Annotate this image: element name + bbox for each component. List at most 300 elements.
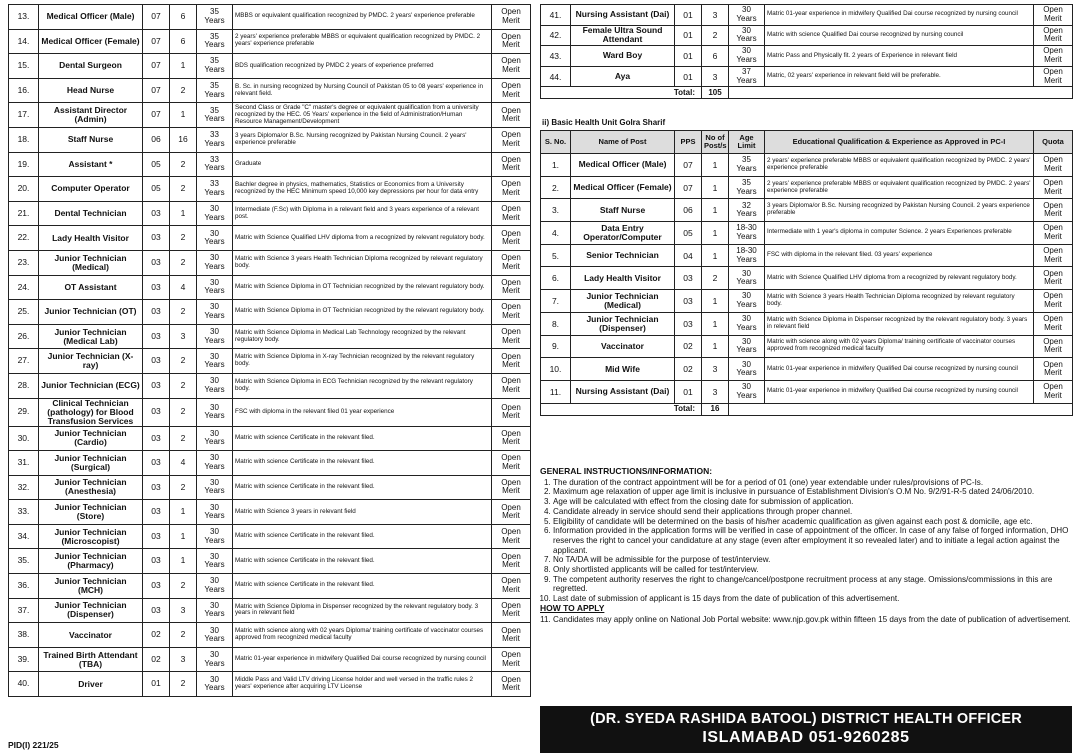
pps-grade-cell: 03 [143,349,170,374]
age-limit-cell: 35 Years [197,103,233,128]
serial-number-cell: 22. [9,226,39,251]
post-count-cell: 6 [170,5,197,30]
quota-cell: Open Merit [1034,5,1073,26]
officer-name: (DR. SYEDA RASHIDA BATOOL) DISTRICT HEALTH OFFICER [590,711,1022,727]
quota-cell: Open Merit [492,78,531,103]
serial-number-cell: 26. [9,324,39,349]
instruction-item: 7. No TA/DA will be admissible for the purpose of test/interview. [553,555,1072,565]
bhu-table-body [541,154,1073,404]
bhu-section-heading: ii) Basic Health Unit Golra Sharif [542,118,666,127]
quota-cell: Open Merit [492,647,531,672]
post-name-cell: Junior Technician (Medical) [571,290,675,313]
post-count-cell: 2 [170,152,197,177]
pps-grade-cell: 04 [675,244,702,267]
age-limit-cell: 30 Years [197,426,233,451]
pps-grade-cell: 05 [143,152,170,177]
table-row [9,152,531,177]
quota-cell: Open Merit [1034,380,1073,403]
quota-cell: Open Merit [492,672,531,697]
pps-grade-cell: 07 [675,176,702,199]
age-limit-cell: 30 Years [197,647,233,672]
qualification-cell: FSC with diploma in the relevant filed. 03 years' experience [765,244,1034,267]
total-label: Total: [541,87,702,99]
age-limit-cell: 33 Years [197,177,233,202]
total-value: 16 [702,403,729,415]
age-limit-cell: 35 Years [197,54,233,79]
age-limit-cell: 30 Years [197,500,233,525]
officer-signature-block [540,706,1072,753]
post-name-cell: Female Ultra Sound Attendant [571,25,675,46]
quota-cell: Open Merit [492,373,531,398]
serial-number-cell: 43. [541,46,571,67]
qualification-cell: Matric with science Certificate in the relevant filed. [233,574,492,599]
qualification-cell: Intermediate (F.Sc) with Diploma in a relevant field and 3 years experience of a relevant post. [233,201,492,226]
table-row [9,398,531,426]
serial-number-cell: 36. [9,574,39,599]
header-post: Name of Post [571,131,675,154]
qualification-cell: Matric, 02 years' experience in relevant field will be preferable. [765,66,1034,87]
post-name-cell: Dental Technician [39,201,143,226]
serial-number-cell: 27. [9,349,39,374]
qualification-cell: B. Sc. in nursing recognized by Nursing Council of Pakistan 05 to 08 years' experience in relevant field. [233,78,492,103]
table-row [541,312,1073,335]
quota-cell: Open Merit [492,349,531,374]
age-limit-cell: 30 Years [197,475,233,500]
instructions-list [540,478,1072,604]
table-row [9,275,531,300]
post-name-cell: Junior Technician (Surgical) [39,451,143,476]
instruction-item: 5. Eligibility of candidate will be determined on the basis of his/her academic qualification as given against each post & domicile, age etc. [553,517,1072,527]
table-row [9,78,531,103]
age-limit-cell: 35 Years [197,29,233,54]
table-row [9,574,531,599]
serial-number-cell: 23. [9,250,39,275]
qualification-cell: Matric 01-year experience in midwifery Qualified Dai course recognized by nursing council [765,358,1034,381]
table-row [541,358,1073,381]
quota-cell: Open Merit [1034,154,1073,177]
pps-grade-cell: 03 [143,574,170,599]
qualification-cell: Matric with Science Diploma in X-ray Technician recognized by the relevant regulatory body. [233,349,492,374]
serial-number-cell: 20. [9,177,39,202]
pps-grade-cell: 03 [143,426,170,451]
pps-grade-cell: 03 [143,475,170,500]
post-name-cell: Medical Officer (Female) [571,176,675,199]
instruction-item: 8. Only shortlisted applicants will be called for test/interview. [553,565,1072,575]
qualification-cell: Matric with Science Diploma in ECG Technician recognized by the relevant regulatory body. [233,373,492,398]
post-count-cell: 1 [702,244,729,267]
table-row [9,127,531,152]
post-name-cell: Nursing Assistant (Dai) [571,380,675,403]
quota-cell: Open Merit [492,426,531,451]
qualification-cell: 3 years Diploma/or B.Sc. Nursing recognized by Pakistan Nursing Council. 2 years' experience preferable [233,127,492,152]
qualification-cell: Matric with science along with 02 years Diploma/ training certificate of vaccinator courses approved from recognized medical faculty [765,335,1034,358]
serial-number-cell: 37. [9,598,39,623]
pps-grade-cell: 03 [143,451,170,476]
pps-grade-cell: 07 [143,103,170,128]
qualification-cell: Matric with Science Diploma in OT Technician recognized by the relevant regulatory body. [233,300,492,325]
table-row [9,103,531,128]
instruction-item: 2. Maximum age relaxation of upper age limit is inclusive in pursuance of Establishment Division's O.M No. 9/2/91-R-5 dated 24/06/2010. [553,487,1072,497]
age-limit-cell: 18-30 Years [729,222,765,245]
age-limit-cell: 30 Years [197,349,233,374]
age-limit-cell: 32 Years [729,199,765,222]
qualification-cell: Matric 01-year experience in midwifery Qualified Dai course recognized by nursing council [233,647,492,672]
instruction-item: 6. Information provided in the application forms will be verified in case of appointment of the officer. In case of any false of forged information, DHO reserves the right to cancel your candidature at any stage (even after employment it so revealed later) and to initiate a legal action against the applicant. [553,526,1072,555]
age-limit-cell: 30 Years [729,358,765,381]
table-row [9,201,531,226]
age-limit-cell: 30 Years [197,398,233,426]
post-name-cell: Dental Surgeon [39,54,143,79]
serial-number-cell: 6. [541,267,571,290]
age-limit-cell: 30 Years [197,524,233,549]
table-row [541,25,1073,46]
instruction-item: 4. Candidate already in service should send their applications through proper channel. [553,507,1072,517]
quota-cell: Open Merit [1034,25,1073,46]
table-row [541,222,1073,245]
post-count-cell: 3 [170,598,197,623]
age-limit-cell: 30 Years [197,451,233,476]
qualification-cell: Matric with Science Diploma in OT Technician recognized by the relevant regulatory body. [233,275,492,300]
age-limit-cell: 30 Years [729,312,765,335]
quota-cell: Open Merit [492,524,531,549]
quota-cell: Open Merit [1034,46,1073,67]
age-limit-cell: 30 Years [197,300,233,325]
table-row [541,46,1073,67]
post-name-cell: Junior Technician (Cardio) [39,426,143,451]
pps-grade-cell: 03 [143,300,170,325]
serial-number-cell: 41. [541,5,571,26]
total-label: Total: [541,403,702,415]
age-limit-cell: 30 Years [197,598,233,623]
post-name-cell: Assistant Director (Admin) [39,103,143,128]
how-to-apply-heading: HOW TO APPLY [540,602,605,613]
quota-cell: Open Merit [1034,244,1073,267]
age-limit-cell: 33 Years [197,127,233,152]
serial-number-cell: 32. [9,475,39,500]
qualification-cell: 2 years' experience preferable MBBS or equivalent qualification recognized by PMDC. 2 years' experience preferable [765,154,1034,177]
serial-number-cell: 10. [541,358,571,381]
header-pps: PPS [675,131,702,154]
post-name-cell: Head Nurse [39,78,143,103]
qualification-cell: FSC with diploma in the relevant filed 01 year experience [233,398,492,426]
instruction-item: 1. The duration of the contract appointment will be for a period of 01 (one) year extendable under rules/provisions of PC-Is. [553,478,1072,488]
post-name-cell: Junior Technician (Medical) [39,250,143,275]
table-row [9,300,531,325]
serial-number-cell: 7. [541,290,571,313]
serial-number-cell: 8. [541,312,571,335]
post-count-cell: 1 [170,201,197,226]
pps-grade-cell: 03 [143,598,170,623]
serial-number-cell: 13. [9,5,39,30]
quota-cell: Open Merit [492,300,531,325]
qualification-cell: 2 years' experience preferable MBBS or equivalent qualification recognized by PMDC. 2 years' experience preferable [233,29,492,54]
post-count-cell: 3 [170,324,197,349]
serial-number-cell: 14. [9,29,39,54]
table-row [9,672,531,697]
quota-cell: Open Merit [492,574,531,599]
age-limit-cell: 30 Years [729,290,765,313]
serial-number-cell: 42. [541,25,571,46]
post-count-cell: 2 [170,623,197,648]
qualification-cell: Matric with Science Diploma in Dispenser recognized by the relevant regulatory body. 3 years in relevant field [233,598,492,623]
post-count-cell: 2 [170,300,197,325]
quota-cell: Open Merit [1034,199,1073,222]
qualification-cell: Bachler degree in physics, mathematics, Statistics or Economics from a University recognized by the HEC Minimum speed 10,000 key depressions per hour for data entry [233,177,492,202]
quota-cell: Open Merit [1034,312,1073,335]
post-count-cell: 1 [702,222,729,245]
pps-grade-cell: 07 [143,5,170,30]
post-count-cell: 1 [702,290,729,313]
post-name-cell: Clinical Technician (pathology) for Blood Transfusion Services [39,398,143,426]
age-limit-cell: 30 Years [729,46,765,67]
age-limit-cell: 33 Years [197,152,233,177]
pps-grade-cell: 03 [143,373,170,398]
table-row [9,5,531,30]
quota-cell: Open Merit [492,177,531,202]
table-row [9,598,531,623]
table-row [541,199,1073,222]
post-count-cell: 1 [702,154,729,177]
post-name-cell: Junior Technician (MCH) [39,574,143,599]
qualification-cell: 2 years' experience preferable MBBS or equivalent qualification recognized by PMDC. 2 years' experience preferable [765,176,1034,199]
age-limit-cell: 30 Years [197,201,233,226]
serial-number-cell: 21. [9,201,39,226]
post-name-cell: Junior Technician (ECG) [39,373,143,398]
pps-grade-cell: 01 [675,5,702,26]
quota-cell: Open Merit [1034,358,1073,381]
post-name-cell: Mid Wife [571,358,675,381]
qualification-cell: Matric with Science 3 years Health Technician Diploma recognized by relevant regulatory body. [233,250,492,275]
pps-grade-cell: 02 [143,647,170,672]
age-limit-cell: 35 Years [197,78,233,103]
bhu-header-row [541,131,1073,154]
serial-number-cell: 18. [9,127,39,152]
post-count-cell: 3 [702,380,729,403]
post-name-cell: Junior Technician (Dispenser) [571,312,675,335]
qualification-cell: Matric 01-year experience in midwifery Qualified Dai course recognized by nursing council [765,380,1034,403]
header-sno: S. No. [541,131,571,154]
qualification-cell: BDS qualification recognized by PMDC 2 years of experience preferred [233,54,492,79]
table-row [9,524,531,549]
qualification-cell: Matric with Science Qualified LHV diploma from a recognized by relevant regulatory body. [765,267,1034,290]
age-limit-cell: 30 Years [197,549,233,574]
qualification-cell: Matric with Science Diploma in Medical Lab Technology recognized by the relevant regulatory body. [233,324,492,349]
posts-table-left [8,4,531,697]
table-row [9,324,531,349]
pps-grade-cell: 07 [143,29,170,54]
serial-number-cell: 5. [541,244,571,267]
table-row [9,475,531,500]
qualification-cell: MBBS or equivalent qualification recognized by PMDC. 2 years' experience preferable [233,5,492,30]
serial-number-cell: 17. [9,103,39,128]
pps-grade-cell: 05 [675,222,702,245]
pps-grade-cell: 06 [143,127,170,152]
post-count-cell: 1 [170,524,197,549]
pps-grade-cell: 03 [143,275,170,300]
qualification-cell: Matric with science Certificate in the relevant filed. [233,475,492,500]
general-instructions [540,467,1072,624]
quota-cell: Open Merit [492,500,531,525]
instruction-item: 3. Age will be calculated with effect from the closing date for submission of application. [553,497,1072,507]
pps-grade-cell: 03 [143,500,170,525]
pps-grade-cell: 01 [675,25,702,46]
post-count-cell: 3 [170,647,197,672]
pps-grade-cell: 06 [675,199,702,222]
serial-number-cell: 39. [9,647,39,672]
age-limit-cell: 35 Years [729,176,765,199]
qualification-cell: Matric with science Certificate in the relevant filed. [233,524,492,549]
serial-number-cell: 2. [541,176,571,199]
post-name-cell: Staff Nurse [571,199,675,222]
post-name-cell: Junior Technician (Anesthesia) [39,475,143,500]
post-name-cell: Junior Technician (Dispenser) [39,598,143,623]
post-count-cell: 4 [170,275,197,300]
age-limit-cell: 30 Years [197,324,233,349]
post-count-cell: 1 [702,176,729,199]
post-count-cell: 6 [170,29,197,54]
total-row [541,87,1073,99]
quota-cell: Open Merit [492,598,531,623]
post-count-cell: 4 [170,451,197,476]
quota-cell: Open Merit [492,127,531,152]
quota-cell: Open Merit [492,398,531,426]
post-count-cell: 1 [702,199,729,222]
post-count-cell: 2 [170,426,197,451]
pps-grade-cell: 02 [675,358,702,381]
age-limit-cell: 30 Years [729,335,765,358]
posts-table-left-body [9,5,531,697]
qualification-cell: Second Class or Grade "C" master's degree or equivalent qualification from a university recognized by the HEC. 05 Years' experience in the field of Administration/Human Resource Management/Development [233,103,492,128]
pps-grade-cell: 03 [675,267,702,290]
age-limit-cell: 30 Years [729,25,765,46]
serial-number-cell: 35. [9,549,39,574]
pps-grade-cell: 03 [143,549,170,574]
pps-grade-cell: 02 [143,623,170,648]
quota-cell: Open Merit [492,275,531,300]
post-count-cell: 3 [702,5,729,26]
table-row [9,177,531,202]
pps-grade-cell: 01 [675,380,702,403]
serial-number-cell: 19. [9,152,39,177]
post-count-cell: 2 [170,574,197,599]
table-row [9,349,531,374]
total-row [541,403,1073,415]
quota-cell: Open Merit [492,549,531,574]
qualification-cell: Middle Pass and Valid LTV driving License holder and well versed in the traffic rules 2 years' experience after acquiring LTV License [233,672,492,697]
pps-grade-cell: 07 [143,78,170,103]
table-row [541,244,1073,267]
quota-cell: Open Merit [1034,222,1073,245]
table-row [541,176,1073,199]
quota-cell: Open Merit [492,103,531,128]
post-name-cell: Vaccinator [571,335,675,358]
pps-grade-cell: 01 [143,672,170,697]
pps-grade-cell: 01 [675,66,702,87]
qualification-cell: Matric with science along with 02 years Diploma/ training certificate of vaccinator courses approved from recognized medical faculty [233,623,492,648]
post-count-cell: 1 [702,312,729,335]
quota-cell: Open Merit [1034,267,1073,290]
post-name-cell: Ward Boy [571,46,675,67]
post-count-cell: 2 [702,267,729,290]
instruction-item: 9. The competent authority reserves the right to change/cancel/postpone recruitment process at any stage. Omissions/commissions in this are regretted. [553,575,1072,594]
posts-table-right-continued [540,4,1073,99]
pps-grade-cell: 03 [675,290,702,313]
age-limit-cell: 30 Years [197,275,233,300]
qualification-cell: Matric with science Certificate in the relevant filed. [233,426,492,451]
post-name-cell: Medical Officer (Female) [39,29,143,54]
serial-number-cell: 3. [541,199,571,222]
post-name-cell: Aya [571,66,675,87]
post-count-cell: 1 [170,500,197,525]
age-limit-cell: 30 Years [197,672,233,697]
serial-number-cell: 33. [9,500,39,525]
quota-cell: Open Merit [1034,290,1073,313]
age-limit-cell: 30 Years [729,5,765,26]
pps-grade-cell: 01 [675,46,702,67]
pps-grade-cell: 03 [143,201,170,226]
quota-cell: Open Merit [492,29,531,54]
table-row [9,623,531,648]
qualification-cell: Matric with Science 3 years in relevant field [233,500,492,525]
instructions-heading: GENERAL INSTRUCTIONS/INFORMATION: [540,466,713,476]
table-row [541,335,1073,358]
post-name-cell: Junior Technician (Store) [39,500,143,525]
post-name-cell: Computer Operator [39,177,143,202]
header-quota: Quota [1034,131,1073,154]
quota-cell: Open Merit [492,623,531,648]
qualification-cell: Matric with science Certificate in the relevant filed. [233,549,492,574]
age-limit-cell: 30 Years [197,226,233,251]
post-count-cell: 16 [170,127,197,152]
post-count-cell: 2 [170,177,197,202]
serial-number-cell: 31. [9,451,39,476]
qualification-cell: Matric with Science Qualified LHV diploma from a recognized by relevant regulatory body. [233,226,492,251]
table-row [9,54,531,79]
quota-cell: Open Merit [492,324,531,349]
pps-grade-cell: 03 [143,226,170,251]
serial-number-cell: 4. [541,222,571,245]
pps-grade-cell: 07 [143,54,170,79]
age-limit-cell: 30 Years [197,623,233,648]
pps-grade-cell: 02 [675,335,702,358]
serial-number-cell: 16. [9,78,39,103]
serial-number-cell: 40. [9,672,39,697]
posts-table-right-body [541,5,1073,87]
table-row [541,66,1073,87]
table-row [541,380,1073,403]
serial-number-cell: 38. [9,623,39,648]
post-name-cell: Nursing Assistant (Dai) [571,5,675,26]
qualification-cell: Matric with science Certificate in the relevant filed. [233,451,492,476]
post-count-cell: 3 [702,358,729,381]
table-row [9,426,531,451]
pps-grade-cell: 03 [675,312,702,335]
quota-cell: Open Merit [492,54,531,79]
post-name-cell: Vaccinator [39,623,143,648]
serial-number-cell: 30. [9,426,39,451]
serial-number-cell: 44. [541,66,571,87]
table-row [9,500,531,525]
quota-cell: Open Merit [492,5,531,30]
post-count-cell: 6 [702,46,729,67]
header-age: Age Limit [729,131,765,154]
serial-number-cell: 24. [9,275,39,300]
table-row [541,290,1073,313]
quota-cell: Open Merit [492,451,531,476]
post-count-cell: 1 [170,54,197,79]
serial-number-cell: 1. [541,154,571,177]
quota-cell: Open Merit [492,475,531,500]
